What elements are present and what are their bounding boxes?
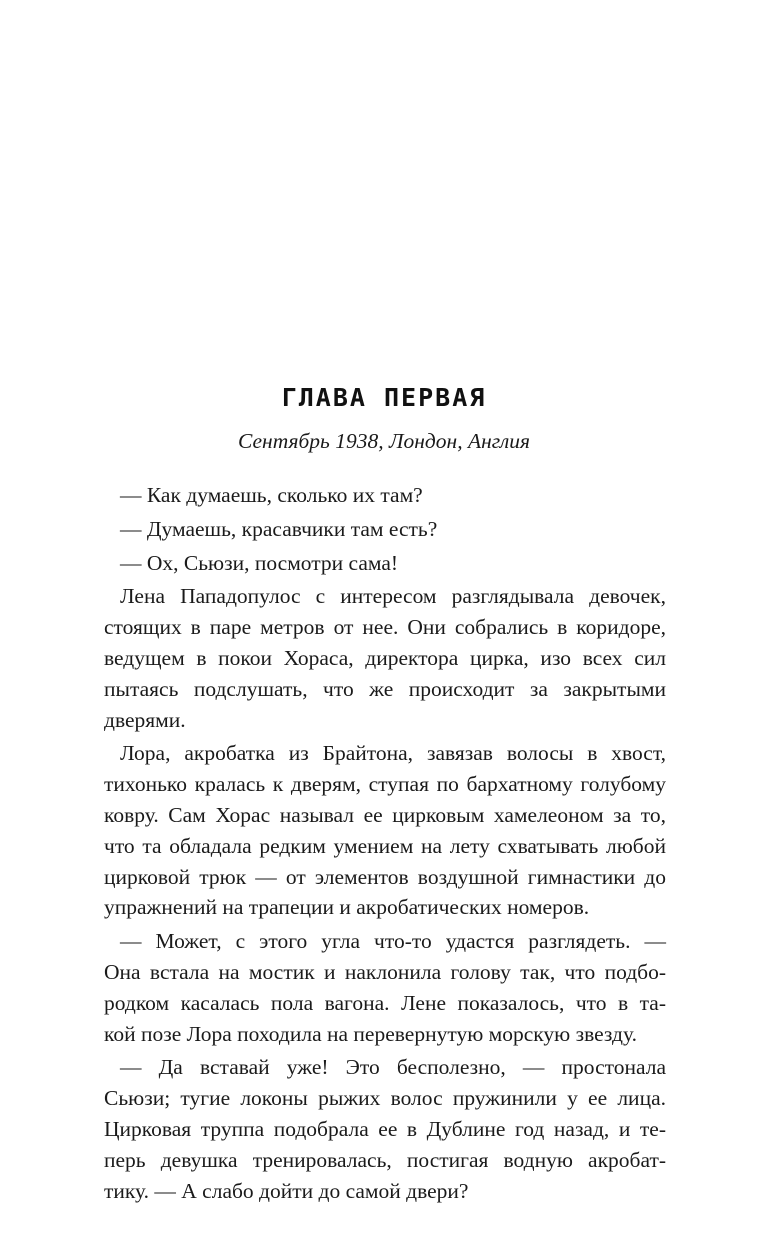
text-line: — Думаешь, красавчики там есть? — [120, 516, 438, 541]
paragraph — [104, 926, 666, 1049]
text-line: Лена Пападопулос с интересом разглядывала девочек, — [120, 584, 666, 609]
paragraph — [104, 738, 666, 923]
paragraph — [104, 548, 666, 579]
text-line: — Да вставай уже! Это бесполезно, — простонала — [120, 1055, 666, 1080]
text-line: тихонько кралась к дверям, ступая по бархатному голубому — [104, 772, 666, 797]
text-line: что та обладала редким умением на лету схватывать любой — [104, 833, 666, 858]
text-line: родком касалась пола вагона. Лене показалось, что в та- — [104, 990, 666, 1015]
text-line: ведущем в покои Хораса, директора цирка, изо всех сил — [104, 645, 666, 670]
text-line: перь девушка тренировалась, постигая водную акробат- — [104, 1147, 666, 1172]
text-line: стоящих в паре метров от нее. Они собрались в коридоре, — [104, 615, 666, 640]
paragraph — [104, 514, 666, 545]
chapter-subtitle: Сентябрь 1938, Лондон, Англия — [238, 429, 530, 453]
text-line: дверями. — [104, 707, 186, 732]
text-line: — Может, с этого угла что-то удастся разглядеть. — — [120, 929, 666, 954]
text-line: — Ох, Сьюзи, посмотри сама! — [120, 550, 399, 575]
text-line: Лора, акробатка из Брайтона, завязав волосы в хвост, — [120, 741, 666, 766]
text-line: Цирковая труппа подобрала ее в Дублине год назад, и те- — [104, 1116, 666, 1141]
chapter-title: ГЛАВА ПЕРВАЯ — [281, 383, 487, 412]
text-line: цирковой трюк — от элементов воздушной гимнастики до — [104, 864, 666, 889]
text-line: пытаясь подслушать, что же происходит за закрытыми — [104, 676, 666, 701]
text-line: Она встала на мостик и наклонила голову так, что подбо- — [104, 959, 666, 984]
paragraph — [104, 1052, 666, 1206]
text-line: кой позе Лора походила на перевернутую морскую звезду. — [104, 1021, 637, 1046]
paragraph — [104, 581, 666, 735]
paragraph — [104, 480, 666, 511]
chapter-text — [104, 480, 666, 1206]
text-line: Сьюзи; тугие локоны рыжих волос пружинили у ее лица. — [104, 1086, 666, 1111]
text-line: тику. — А слабо дойти до самой двери? — [104, 1178, 469, 1203]
text-line: упражнений на трапеции и акробатических номеров. — [104, 895, 590, 920]
text-line: — Как думаешь, сколько их там? — [120, 483, 423, 507]
text-line: ковру. Сам Хорас называл ее цирковым хамелеоном за то, — [104, 802, 666, 827]
